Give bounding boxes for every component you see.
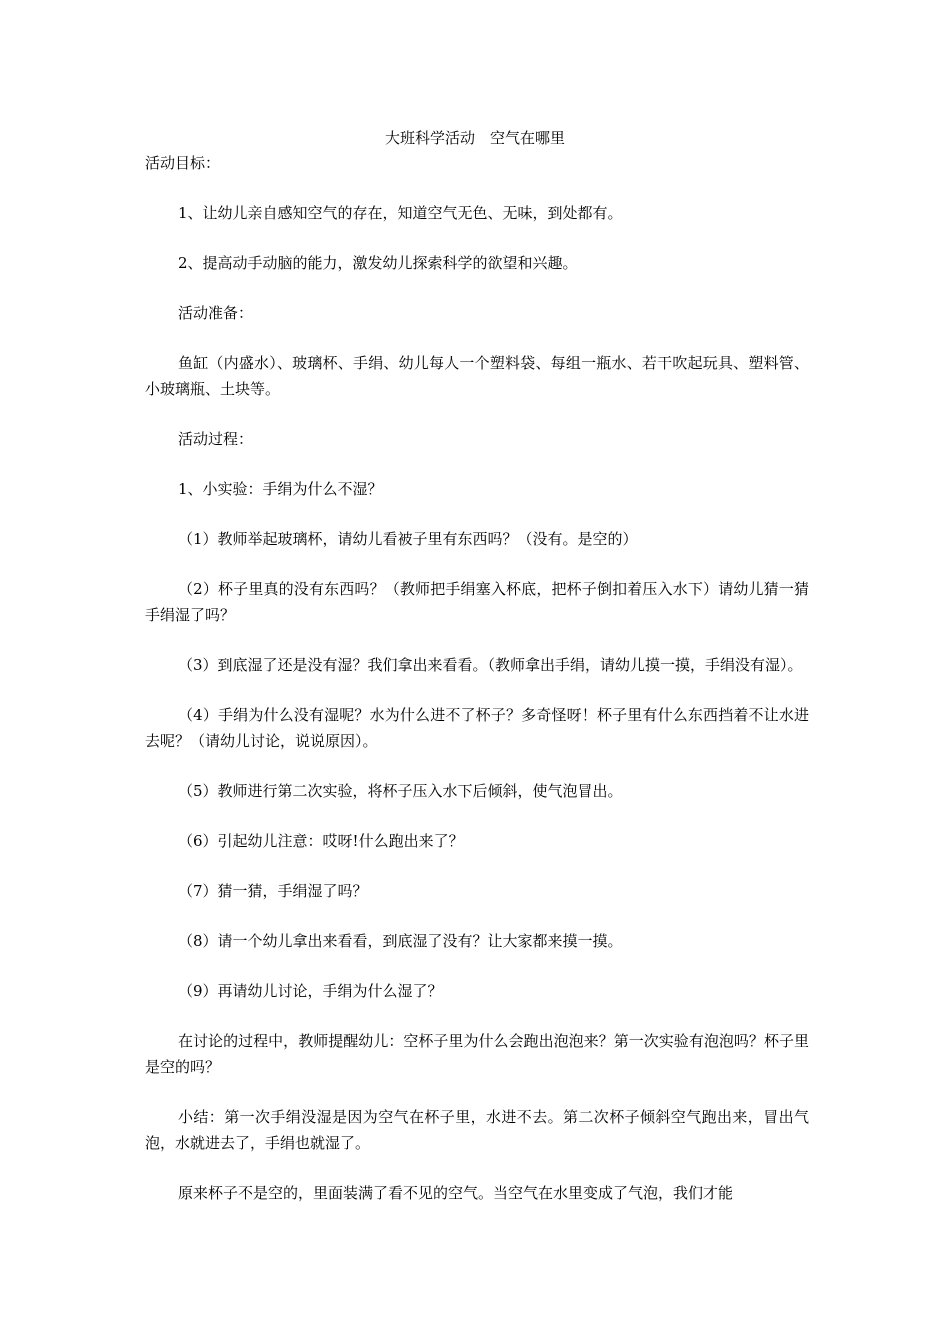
paragraph: （3）到底湿了还是没有湿？我们拿出来看看。（教师拿出手绢，请幼儿摸一摸，手绢没有湿）。 (178, 656, 803, 674)
document-body (145, 150, 809, 1230)
paragraph: 鱼缸（内盛水）、玻璃杯、手绢、幼儿每人一个塑料袋、每组一瓶水、若干吹起玩具、塑料管、小玻璃瓶、土块等。 (145, 354, 809, 398)
paragraph: 在讨论的过程中，教师提醒幼儿：空杯子里为什么会跑出泡泡来？第一次实验有泡泡吗？杯子里是空的吗？ (145, 1032, 809, 1076)
paragraph: （4）手绢为什么没有湿呢？水为什么进不了杯子？多奇怪呀！杯子里有什么东西挡着不让水进去呢？（请幼儿讨论，说说原因）。 (145, 706, 809, 750)
paragraph: 1、让幼儿亲自感知空气的存在，知道空气无色、无味，到处都有。 (178, 204, 623, 222)
section-heading-preparation: 活动准备： (178, 304, 254, 322)
paragraph: 1、小实验：手绢为什么不湿？ (178, 480, 383, 498)
paragraph: 原来杯子不是空的，里面装满了看不见的空气。当空气在水里变成了气泡，我们才能 (178, 1184, 734, 1202)
paragraph: （9）再请幼儿讨论，手绢为什么湿了？ (178, 982, 443, 1000)
paragraph: （8）请一个幼儿拿出来看看，到底湿了没有？让大家都来摸一摸。 (178, 932, 623, 950)
paragraph: （1）教师举起玻璃杯，请幼儿看被子里有东西吗？（没有。是空的） (178, 530, 638, 548)
section-heading-objectives: 活动目标： (145, 154, 221, 172)
document-title: 大班科学活动 空气在哪里 (384, 129, 565, 147)
paragraph: 2、提高动手动脑的能力，激发幼儿探索科学的欲望和兴趣。 (178, 254, 578, 272)
paragraph: （5）教师进行第二次实验，将杯子压入水下后倾斜，使气泡冒出。 (178, 782, 623, 800)
paragraph: （7）猜一猜，手绢湿了吗？ (178, 882, 368, 900)
section-heading-process: 活动过程： (178, 430, 254, 448)
paragraph: 小结：第一次手绢没湿是因为空气在杯子里，水进不去。第二次杯子倾斜空气跑出来，冒出气泡，水就进去了，手绢也就湿了。 (145, 1108, 809, 1152)
paragraph: （2）杯子里真的没有东西吗？（教师把手绢塞入杯底，把杯子倒扣着压入水下）请幼儿猜一猜手绢湿了吗？ (145, 580, 809, 624)
paragraph: （6）引起幼儿注意：哎呀!什么跑出来了？ (178, 832, 464, 850)
